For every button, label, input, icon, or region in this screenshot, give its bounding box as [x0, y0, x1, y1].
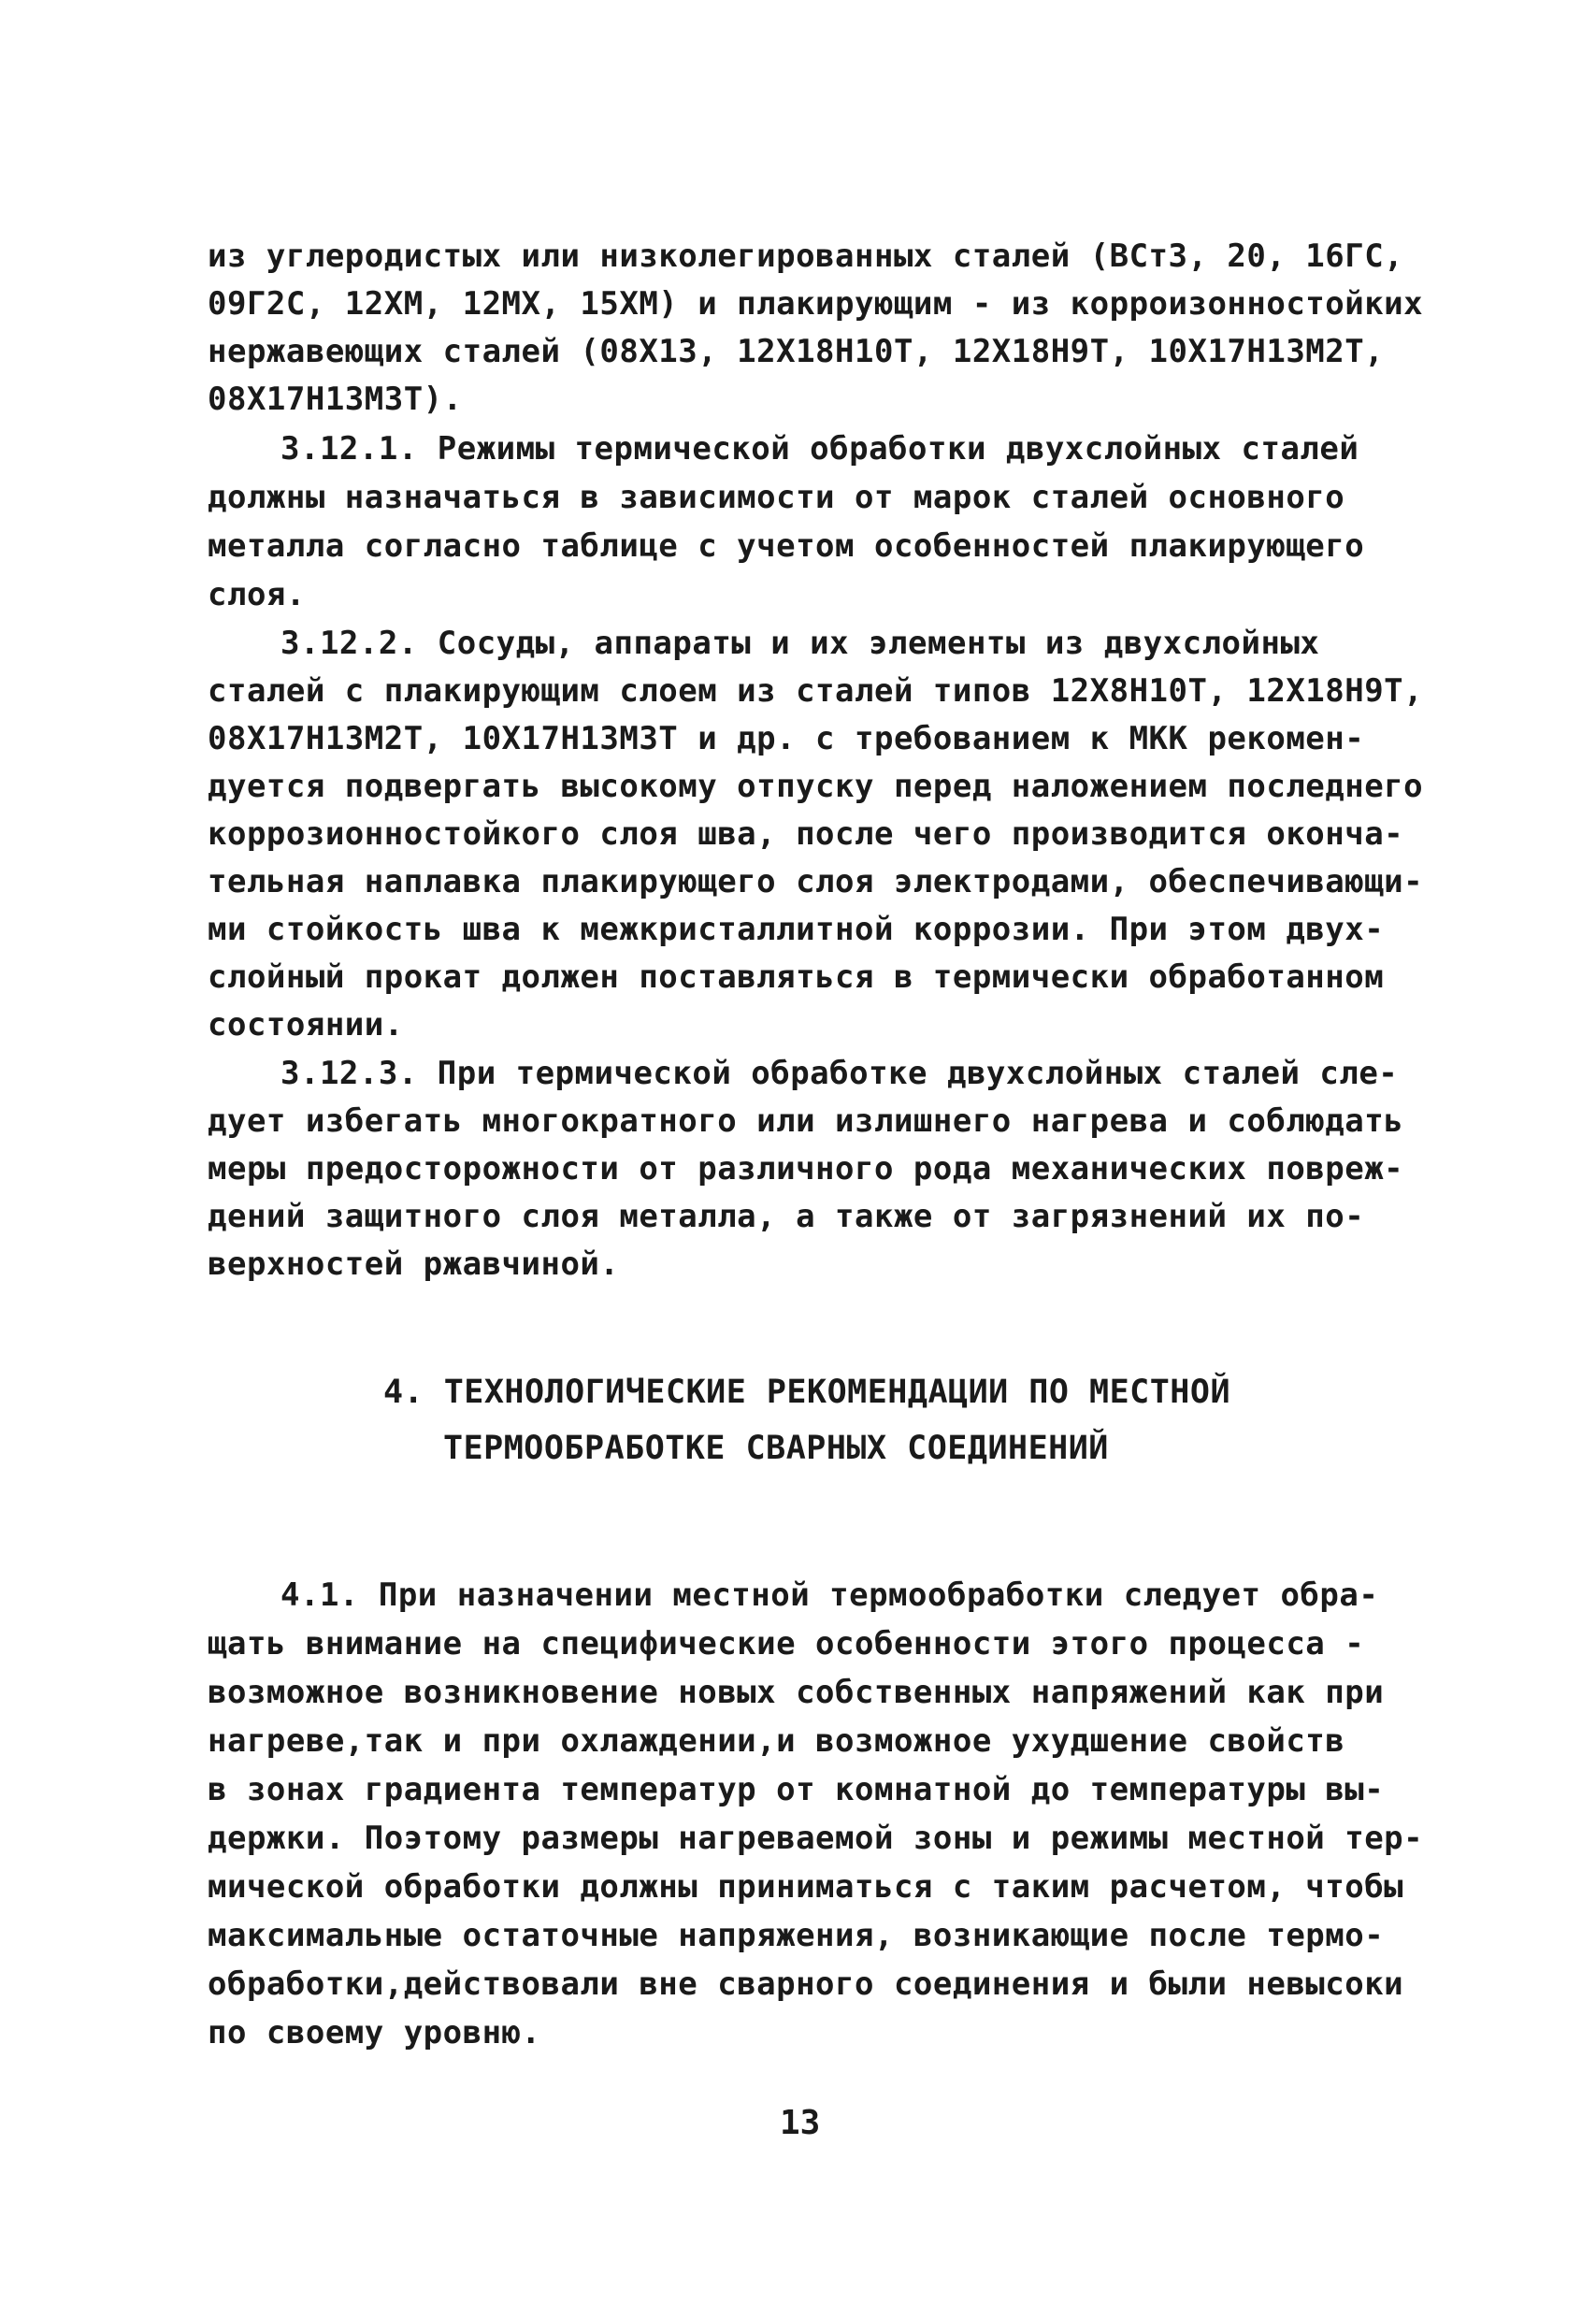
text-line: держки. Поэтому размеры нагреваемой зоны и режимы местной тер- — [208, 1820, 1424, 1857]
text-line: коррозионностойкого слоя шва, после чего производится оконча- — [208, 815, 1404, 853]
text-line: 3.12.2. Сосуды, аппараты и их элементы из двухслойных — [280, 625, 1320, 662]
page-number: 13 — [780, 2104, 821, 2142]
text-line: нагреве,так и при охлаждении,и возможное ухудшение свойств — [208, 1722, 1345, 1760]
text-line: состоянии. — [208, 1006, 404, 1044]
text-line: обработки,действовали вне сварного соединения и были невысоки — [208, 1965, 1404, 2003]
text-line: меры предосторожности от различного рода механических повреж- — [208, 1150, 1404, 1187]
heading-line: ТЕРМООБРАБОТКЕ СВАРНЫХ СОЕДИНЕНИЙ — [443, 1430, 1109, 1467]
text-line: в зонах градиента температур от комнатной до температуры вы- — [208, 1771, 1385, 1808]
text-line: щать внимание на специфические особенности этого процесса - — [208, 1625, 1365, 1662]
text-line: 3.12.3. При термической обработке двухслойных сталей сле- — [280, 1055, 1399, 1092]
text-line: нержавеющих сталей (08Х13, 12Х18Н10Т, 12Х18Н9Т, 10Х17Н13М2Т, — [208, 333, 1385, 370]
text-line: 09Г2С, 12ХМ, 12МХ, 15ХМ) и плакирующим - из корроизонностойких — [208, 285, 1424, 323]
text-line: металла согласно таблице с учетом особенностей плакирующего — [208, 527, 1365, 565]
text-line: возможное возникновение новых собственных напряжений как при — [208, 1674, 1385, 1711]
text-line: слойный прокат должен поставляться в термически обработанном — [208, 958, 1385, 996]
text-line: дует избегать многократного или излишнего нагрева и соблюдать — [208, 1102, 1404, 1140]
text-line: верхностей ржавчиной. — [208, 1245, 620, 1283]
text-line: 08Х17Н13М3Т). — [208, 381, 463, 418]
text-line: тельная наплавка плакирующего слоя электродами, обеспечивающи- — [208, 863, 1424, 900]
text-line: максимальные остаточные напряжения, возникающие после термо- — [208, 1917, 1385, 1954]
text-line: мической обработки должны приниматься с таким расчетом, чтобы — [208, 1868, 1404, 1906]
text-line: 3.12.1. Режимы термической обработки двухслойных сталей — [280, 430, 1359, 468]
text-line: по своему уровню. — [208, 2014, 541, 2051]
text-line: сталей с плакирующим слоем из сталей типов 12Х8Н10Т, 12Х18Н9Т, — [208, 672, 1424, 710]
text-line: 4.1. При назначении местной термообработки следует обра- — [280, 1576, 1379, 1614]
text-line: дений защитного слоя металла, а также от загрязнений их по- — [208, 1198, 1365, 1235]
text-line: 08Х17Н13М2Т, 10Х17Н13М3Т и др. с требованием к МКК рекомен- — [208, 720, 1365, 757]
text-line: из углеродистых или низколегированных сталей (ВСт3, 20, 16ГС, — [208, 237, 1404, 275]
text-line: дуется подвергать высокому отпуску перед наложением последнего — [208, 768, 1424, 805]
text-line: должны назначаться в зависимости от марок сталей основного — [208, 479, 1345, 516]
text-line: ми стойкость шва к межкристаллитной коррозии. При этом двух- — [208, 911, 1385, 948]
heading-line: 4. ТЕХНОЛОГИЧЕСКИЕ РЕКОМЕНДАЦИИ ПО МЕСТНОЙ — [383, 1374, 1231, 1411]
text-line: слоя. — [208, 576, 306, 613]
